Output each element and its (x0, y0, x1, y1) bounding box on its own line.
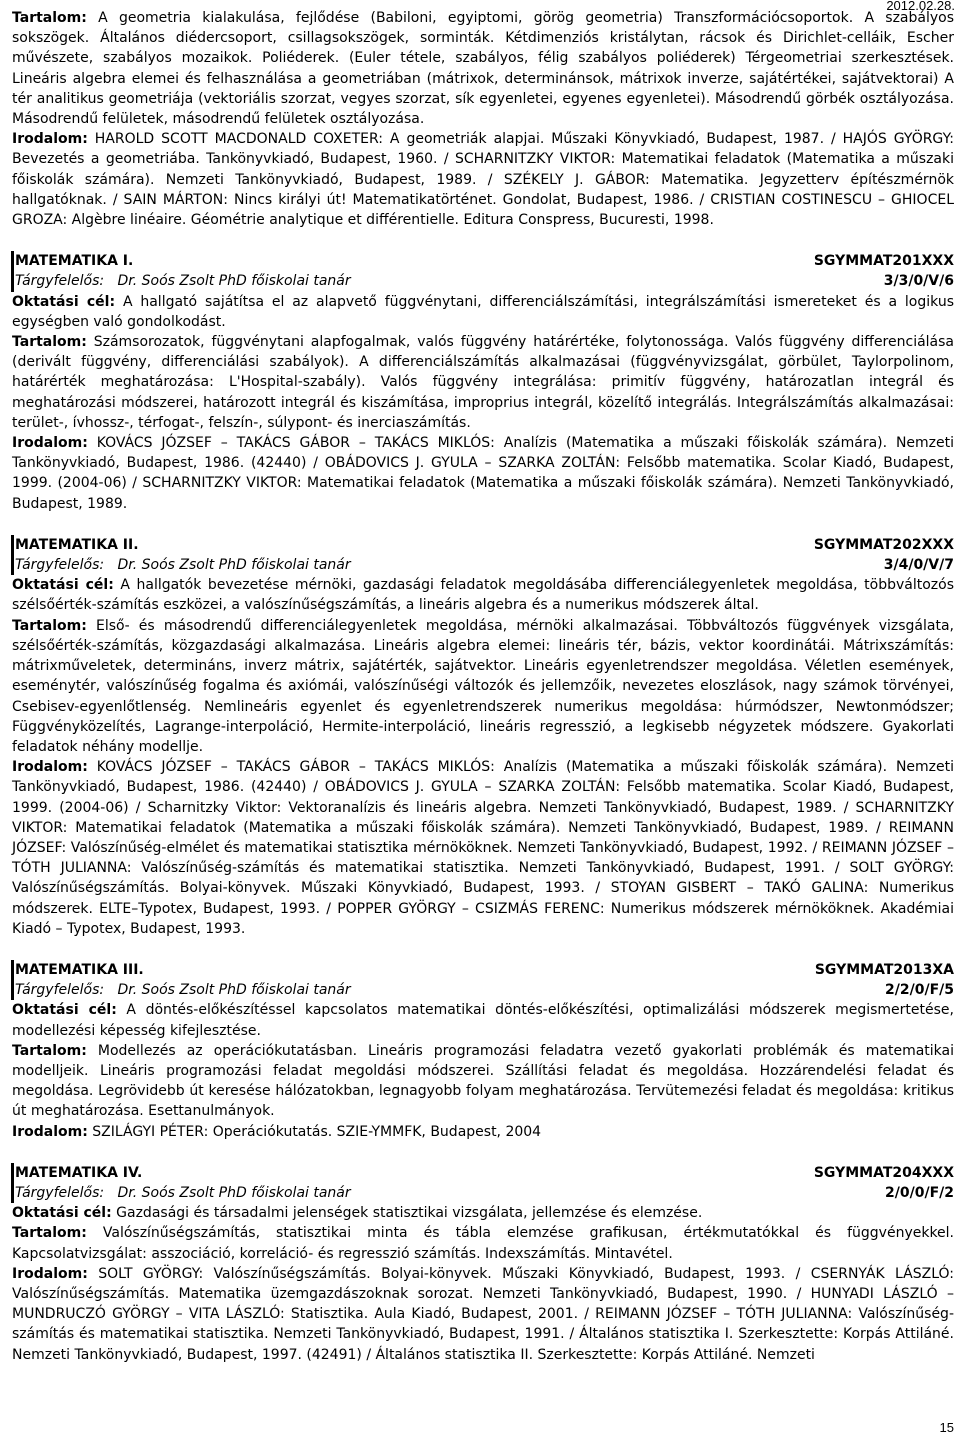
top-irodalom (12, 129, 954, 230)
course-credits: 2/2/0/F/5 (885, 982, 954, 999)
course-credits: 3/4/0/V/7 (883, 557, 954, 574)
course-content: Tartalom: Modellezés az operációkutatásban. Lineáris programozási feladatra vezető gyakorlati problémák és matematikai modelljeik. Lineáris programozási feladat megoldási módszerei. Szállítási feladat és megoldása. Hozzárendelési feladat és megoldása. Legrövidebb út keresése hálózatokban, legnagyobb folyam meghatározása. Tervütemezési feladat és megoldása: kritikus út meghatározása. Esettanulmányok. (12, 1042, 955, 1120)
top-tartalom (12, 8, 954, 129)
course-title: MATEMATIKA IV. (15, 1164, 143, 1181)
course-credits: 3/3/0/V/6 (883, 273, 954, 290)
course-header (11, 1163, 954, 1203)
course-content: Tartalom: Valószínűségszámítás, statisztikai minta és tábla elemzése grafikusan, értékmutatókkal és függvényekkel. Kapcsolatvizsgálat: asszociáció, korreláció- és regresszió számítás. Indexszámítás. Mintavétel. (12, 1225, 955, 1262)
irodalom-text: HAROLD SCOTT MACDONALD COXETER: A geometriák alapjai. Műszaki Könyvkiadó, Budapest, 1987. / HAJÓS GYÖRGY: Bevezetés a geometriába. Tankönyvkiadó, Budapest, 1960. / SCHARNITZKY VIKTOR: Matematikai feladatok (Matematika a műszaki főiskolák számára). Nemzeti Tankönyvkiadó, Budapest, 1989. / SZÉKELY J. GÁBOR: Matematika. Jegyzetterv építészmérnök hallgatóknak. / SAIN MÁRTON: Nincs királyi út! Matematikatörténet. Gondolat, Budapest, 1986. / CRISTIAN COSTINESCU – GHIOCEL GROZA: Algèbre linéaire. Géométrie analytique et différentielle. Editura Conspress, Bucuresti, 1998. (12, 131, 954, 229)
course-content: Tartalom: Számsorozatok, függvénytani alapfogalmak, valós függvény határértéke, folytonossága. Valós függvény differenciálása (derivált függvény, differenciálási szabályok). A differenciálszámítás alkalmazásai (függvényvizsgálat, görbület, Taylorpolinom, határérték meghatározása: L'Hospital-szabály). Valós függvény integrálása: primitív függvény, határozatlan integrál és meghatározási módszerei, határozott integrál és kiszámítása, improprius integrál, közelítő integrálás. Integrálszámítás alkalmazásai: terület-, ívhossz-, térfogat-, felszín-, súlypont- és inerciaszámítás. (12, 334, 954, 431)
course-header (11, 960, 954, 1000)
course-literature: Irodalom: SOLT GYÖRGY: Valószínűségszámítás. Bolyai-könyvek. Műszaki Könyvkiadó, Budapest, 1993. / CSERNYÁK LÁSZLÓ: Valószínűségszámítás. Matematika üzemgazdászoknak sorozat. Nemzeti Tankönyvkiadó, Budapest, 1990. / HUNYADI LÁSZLÓ – MUNDRUCZÓ GYÖRGY – VITA LÁSZLÓ: Statisztika. Aula Kiadó, Budapest, 2001. / REIMANN JÓZSEF – TÓTH JULIANNA: Valószínűség-számítás és matematikai statisztika. Nemzeti Tankönyvkiadó, Budapest, 1991. / Általános statisztika I. Szerkesztette: Korpás Attiláné. Nemzeti Tankönyvkiadó, Budapest, 1997. (42491) / Általános statisztika II. Szerkesztette: Korpás Attiláné. Nemzeti (12, 1265, 954, 1363)
course-code: SGYMMAT2013XA (814, 961, 954, 978)
course-header (11, 535, 954, 575)
course-header (11, 251, 954, 291)
course-credits: 2/0/0/F/2 (885, 1184, 954, 1201)
page-date: 2012.02.28. (886, 0, 955, 13)
course-matematika-3 (12, 960, 954, 1142)
course-goal: Oktatási cél: A döntés-előkészítéssel kapcsolatos matematikai döntés-előkészítési, optimalizálási módszerek megismertetése, modellezési képesség kifejlesztése. (12, 1002, 954, 1039)
course-responsible: Tárgyfelelős: Dr. Soós Zsolt PhD főiskolai tanár (15, 557, 351, 574)
course-matematika-4 (12, 1163, 954, 1365)
course-title: MATEMATIKA I. (15, 253, 134, 270)
page-number: 15 (939, 1419, 954, 1435)
course-literature: Irodalom: KOVÁCS JÓZSEF – TAKÁCS GÁBOR – TAKÁCS MIKLÓS: Analízis (Matematika a műszaki főiskolák számára). Nemzeti Tankönyvkiadó, Budapest, 1986. (42440) / OBÁDOVICS J. GYULA – SZARKA ZOLTÁN: Felsőbb matematika. Scolar Kiadó, Budapest, 1999. (2004-06) / SCHARNITZKY VIKTOR: Matematikai feladatok (Matematika a műszaki főiskolák számára). Nemzeti Tankönyvkiadó, Budapest, 1989. (12, 435, 955, 512)
course-title: MATEMATIKA III. (15, 961, 144, 978)
course-content: Tartalom: Első- és másodrendű differenciálegyenletek megoldása, mérnöki alkalmazásai. Többváltozós függvények vizsgálata, szélsőérték-számítás, közgazdasági alkalmazása. Lineáris algebra elemei: lineáris tér, bázis, vektor koordinátái. Mátrixszámítás: mátrixműveletek, determináns, inverz mátrix, sajátérték, sajátvektor. Lineáris egyenletrendszer megoldása. Véletlen események, eseménytér, valószínűség fogalma és axiómái, valószínűségi változók és jellemzőik, nevezetes eloszlások, nagy számok törvényei, Csebisev-egyenlőtlenség. Nemlineáris egyenlet és egyenletrendszerek numerikus megoldása: húrmódszer, Newtonmódszer; Függvényközelítés, Lagrange-interpoláció, Hermite-interpoláció, lineáris regresszió, a legkisebb négyzetek módszere. Gyakorlati feladatok néhány modellje. (12, 617, 954, 755)
page-content (12, 8, 954, 1365)
tartalom-text: A geometria kialakulása, fejlődése (Babiloni, egyiptomi, görög geometria) Transzformációcsoportok. A szabályos sokszögek. Általános diédercsoport, csillagsokszögek, sorminták. Kétdimenziós kristálytan, rácsok és Dirichlet-celláik, Escher művészete, szabályos mozaikok. Poliéderek. (Euler tétele, szabályos, félig szabályos poliéderek) Térgeometriai szerkesztések. Lineáris algebra elemei és felhasználása a geometriában (mátrixok, determinánsok, mátrixok inverze, sajátértékei, sajátvektorai) A tér analitikus geometriája (vektoriális szorzat, vegyes szorzat, sík egyenletei, egyenes egyenletei). Másodrendű görbék osztályozása. Másodrendű felületek, másodrendű felületek osztályozása. (12, 10, 955, 128)
course-title: MATEMATIKA II. (15, 536, 139, 553)
course-responsible: Tárgyfelelős: Dr. Soós Zsolt PhD főiskolai tanár (15, 273, 351, 290)
course-code: SGYMMAT202XXX (813, 536, 954, 553)
course-responsible: Tárgyfelelős: Dr. Soós Zsolt PhD főiskolai tanár (15, 1184, 351, 1201)
irodalom-label: Irodalom: (12, 131, 88, 148)
course-goal: Oktatási cél: A hallgatók bevezetése mérnöki, gazdasági feladatok megoldásába differenciálegyenletek megoldása, többváltozós szélsőérték-számítás eszközei, a valószínűségszámítás, a lineáris algebra és a numerikus módszerek által. (12, 577, 954, 614)
course-code: SGYMMAT204XXX (813, 1164, 954, 1181)
course-code: SGYMMAT201XXX (813, 253, 954, 270)
course-literature: Irodalom: KOVÁCS JÓZSEF – TAKÁCS GÁBOR – TAKÁCS MIKLÓS: Analízis (Matematika a műszaki főiskolák számára). Nemzeti Tankönyvkiadó, Budapest, 1986. (42440) / OBÁDOVICS J. GYULA – SZARKA ZOLTÁN: Felsőbb matematika. Scolar Kiadó, Budapest, 1999. (2004-06) / Scharnitzky Viktor: Vektoranalízis és lineáris algebra. Nemzeti Tankönyvkiadó, Budapest, 1989. / SCHARNITZKY VIKTOR: Matematikai feladatok (Matematika a műszaki főiskolák számára). Nemzeti Tankönyvkiadó, Budapest, 1989. / REIMANN JÓZSEF: Valószínűség-elmélet és matematikai statisztika mérnököknek. Nemzeti Tankönyvkiadó, Budapest, 1992. / REIMANN JÓZSEF – TÓTH JULIANNA: Valószínűség-számítás és matematikai statisztika. Nemzeti Tankönyvkiadó, Budapest, 1991. / SOLT GYÖRGY: Valószínűségszámítás. Bolyai-könyvek. Műszaki Könyvkiadó, Budapest, 1993. / STOYAN GISBERT – TAKÓ GALINA: Numerikus módszerek. ELTE–Typotex, Budapest, 1993. / POPPER GYÖRGY – CSIZMÁS FERENC: Numerikus módszerek mérnököknek. Akadémiai Kiadó – Typotex, Budapest, 1993. (12, 759, 955, 937)
course-goal: Oktatási cél: Gazdasági és társadalmi jelenségek statisztikai vizsgálata, jellemzése és elemzése. (12, 1205, 703, 1222)
course-responsible: Tárgyfelelős: Dr. Soós Zsolt PhD főiskolai tanár (15, 982, 351, 999)
tartalom-label: Tartalom: (12, 10, 87, 26)
course-literature: Irodalom: SZILÁGYI PÉTER: Operációkutatás. SZIE-YMMFK, Budapest, 2004 (12, 1123, 542, 1140)
course-matematika-2 (12, 535, 954, 939)
course-matematika-1 (12, 251, 954, 514)
course-goal: Oktatási cél: A hallgató sajátítsa el az alapvető függvénytani, differenciálszámítási, integrálszámítási ismereteket és a logikus egységben való gondolkodást. (12, 293, 954, 330)
